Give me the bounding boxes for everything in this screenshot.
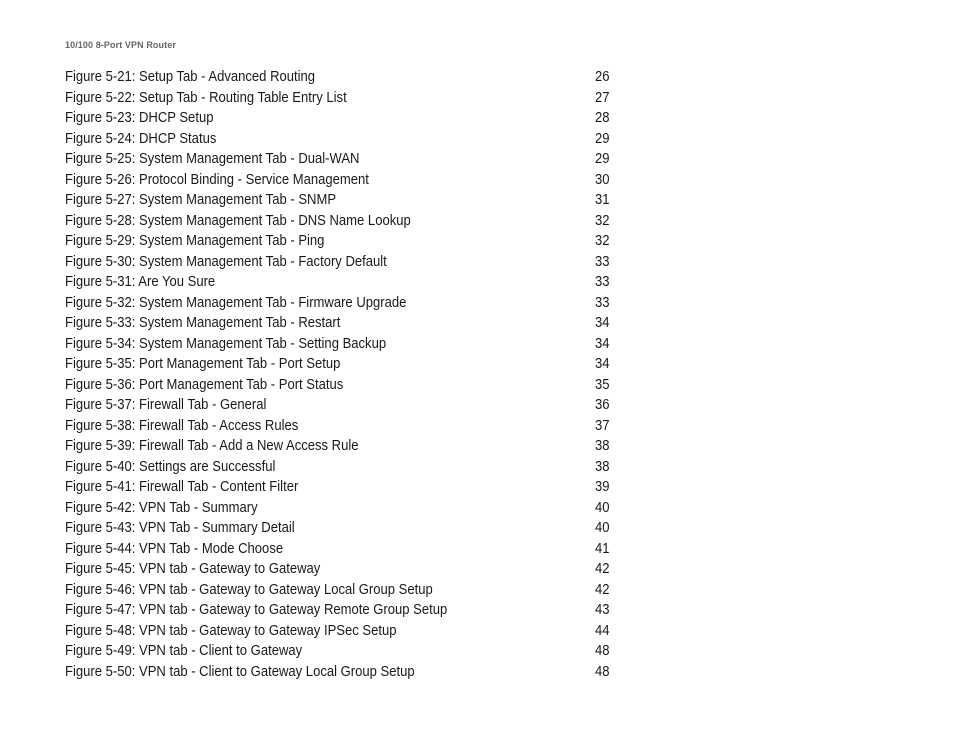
figure-page-number: 48 xyxy=(594,663,610,680)
figure-title: Figure 5-29: System Management Tab - Ping xyxy=(65,233,325,249)
figure-title: Figure 5-42: VPN Tab - Summary xyxy=(65,499,258,516)
figure-list-item[interactable] xyxy=(65,211,610,232)
figure-list-item[interactable] xyxy=(65,498,610,519)
figure-title: Figure 5-46: VPN tab - Gateway to Gateway Local Group Setup xyxy=(65,581,433,598)
figure-list-item[interactable] xyxy=(65,170,610,191)
figure-list-item[interactable] xyxy=(65,190,610,211)
figure-list-item[interactable] xyxy=(65,436,610,457)
figure-title: Figure 5-39: Firewall Tab - Add a New Access Rule xyxy=(65,438,359,454)
figure-page-number: 38 xyxy=(594,438,610,454)
figure-page-number: 29 xyxy=(594,151,610,167)
figure-page-number: 34 xyxy=(594,356,610,372)
figure-title: Figure 5-37: Firewall Tab - General xyxy=(65,397,267,413)
figure-page-number: 36 xyxy=(594,397,610,413)
figure-title: Figure 5-22: Setup Tab - Routing Table Entry List xyxy=(65,89,347,106)
figure-page-number: 33 xyxy=(594,294,610,311)
figure-page-number: 42 xyxy=(594,561,610,577)
figure-title: Figure 5-49: VPN tab - Client to Gateway xyxy=(65,643,303,659)
figure-title: Figure 5-26: Protocol Binding - Service Management xyxy=(65,171,369,188)
figure-title: Figure 5-40: Settings are Successful xyxy=(65,458,276,475)
figure-list-item[interactable] xyxy=(65,600,610,621)
figure-list-item[interactable] xyxy=(65,416,610,437)
figure-list-item[interactable] xyxy=(65,149,610,170)
figure-title: Figure 5-30: System Management Tab - Factory Default xyxy=(65,253,387,270)
figure-list-item[interactable] xyxy=(65,518,610,539)
figure-page-number: 34 xyxy=(594,315,610,331)
figure-list-item[interactable] xyxy=(65,129,610,150)
figure-title: Figure 5-43: VPN Tab - Summary Detail xyxy=(65,520,295,536)
figure-page-number: 43 xyxy=(594,602,610,618)
figure-list-item[interactable] xyxy=(65,375,610,396)
figure-title: Figure 5-23: DHCP Setup xyxy=(65,110,214,126)
figure-page-number: 40 xyxy=(594,499,610,516)
figure-page-number: 31 xyxy=(594,192,610,208)
figure-title: Figure 5-45: VPN tab - Gateway to Gateway xyxy=(65,561,321,577)
figure-list-item[interactable] xyxy=(65,252,610,273)
figure-page-number: 42 xyxy=(594,581,610,598)
figure-page-number: 33 xyxy=(594,253,610,270)
figure-page-number: 38 xyxy=(594,458,610,475)
figure-title: Figure 5-25: System Management Tab - Dual-WAN xyxy=(65,151,360,167)
figure-page-number: 33 xyxy=(594,274,610,290)
figure-page-number: 34 xyxy=(594,335,610,352)
figure-page-number: 28 xyxy=(594,110,610,126)
figure-title: Figure 5-38: Firewall Tab - Access Rules xyxy=(65,417,299,434)
figure-page-number: 26 xyxy=(594,69,610,85)
figure-list-item[interactable] xyxy=(65,272,610,293)
figure-title: Figure 5-24: DHCP Status xyxy=(65,130,217,147)
figure-page-number: 35 xyxy=(594,376,610,393)
figure-title: Figure 5-35: Port Management Tab - Port Setup xyxy=(65,356,341,372)
figure-list-item[interactable] xyxy=(65,641,610,662)
figure-list-item[interactable] xyxy=(65,580,610,601)
figure-list-item[interactable] xyxy=(65,662,610,683)
figure-list-item[interactable] xyxy=(65,313,610,334)
figure-list-item[interactable] xyxy=(65,539,610,560)
figure-list-item[interactable] xyxy=(65,354,610,375)
figure-list-item[interactable] xyxy=(65,477,610,498)
figure-page-number: 29 xyxy=(594,130,610,147)
figure-title: Figure 5-34: System Management Tab - Setting Backup xyxy=(65,335,387,352)
figure-title: Figure 5-28: System Management Tab - DNS Name Lookup xyxy=(65,212,411,229)
list-of-figures xyxy=(65,67,610,682)
figure-page-number: 44 xyxy=(594,622,610,639)
figure-title: Figure 5-48: VPN tab - Gateway to Gateway IPSec Setup xyxy=(65,622,397,639)
figure-list-item[interactable] xyxy=(65,88,610,109)
figure-page-number: 32 xyxy=(594,212,610,229)
figure-title: Figure 5-31: Are You Sure xyxy=(65,274,216,290)
running-header: 10/100 8-Port VPN Router xyxy=(65,40,176,50)
figure-title: Figure 5-47: VPN tab - Gateway to Gateway Remote Group Setup xyxy=(65,602,448,618)
figure-list-item[interactable] xyxy=(65,334,610,355)
figure-page-number: 27 xyxy=(594,89,610,106)
figure-page-number: 32 xyxy=(594,233,610,249)
figure-list-item[interactable] xyxy=(65,621,610,642)
figure-title: Figure 5-44: VPN Tab - Mode Choose xyxy=(65,540,284,557)
figure-title: Figure 5-33: System Management Tab - Restart xyxy=(65,315,341,331)
figure-page-number: 37 xyxy=(594,417,610,434)
figure-title: Figure 5-36: Port Management Tab - Port Status xyxy=(65,376,344,393)
figure-page-number: 41 xyxy=(594,540,610,557)
figure-title: Figure 5-50: VPN tab - Client to Gateway Local Group Setup xyxy=(65,663,415,680)
figure-page-number: 39 xyxy=(594,479,610,495)
figure-list-item[interactable] xyxy=(65,231,610,252)
figure-title: Figure 5-21: Setup Tab - Advanced Routing xyxy=(65,69,316,85)
figure-list-item[interactable] xyxy=(65,395,610,416)
figure-list-item[interactable] xyxy=(65,559,610,580)
figure-list-item[interactable] xyxy=(65,293,610,314)
figure-page-number: 30 xyxy=(594,171,610,188)
figure-title: Figure 5-32: System Management Tab - Firmware Upgrade xyxy=(65,294,407,311)
figure-title: Figure 5-27: System Management Tab - SNMP xyxy=(65,192,337,208)
figure-list-item[interactable] xyxy=(65,457,610,478)
figure-list-item[interactable] xyxy=(65,108,610,129)
figure-title: Figure 5-41: Firewall Tab - Content Filter xyxy=(65,479,299,495)
figure-list-item[interactable] xyxy=(65,67,610,88)
figure-page-number: 48 xyxy=(594,643,610,659)
figure-page-number: 40 xyxy=(594,520,610,536)
